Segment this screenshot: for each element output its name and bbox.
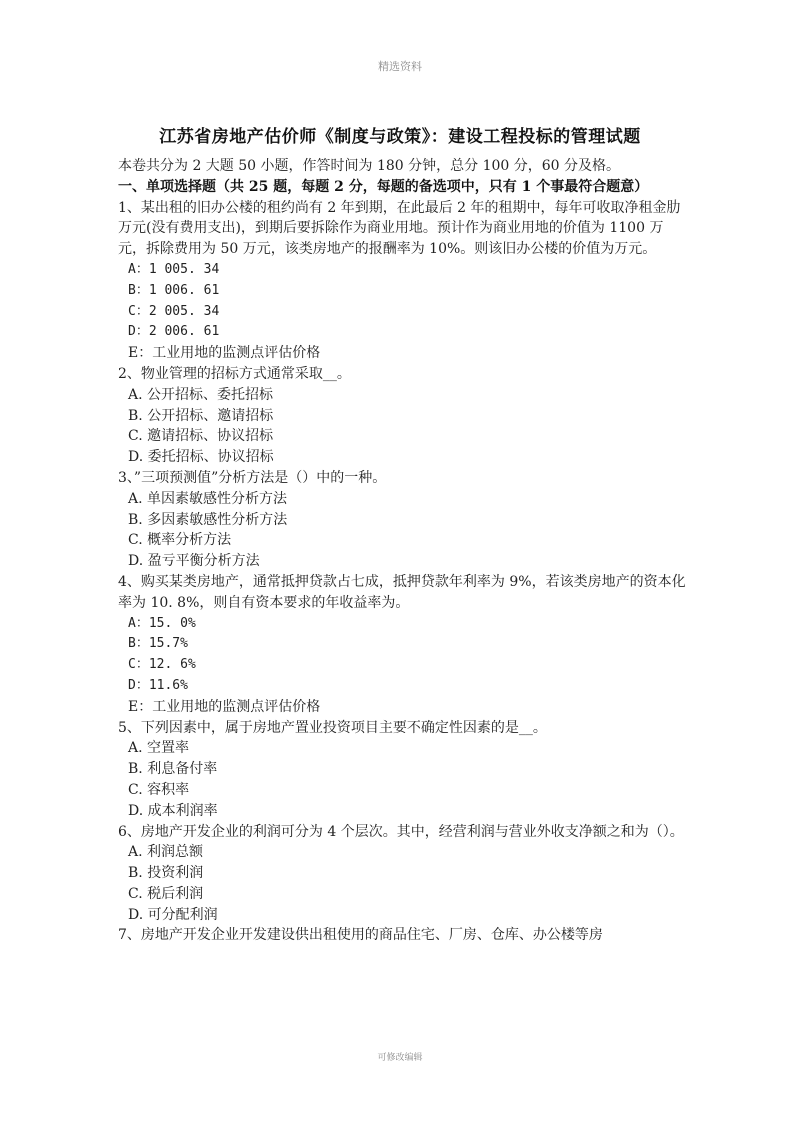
question-stem: 1、某出租的旧办公楼的租约尚有 2 年到期，在此最后 2 年的租期中，每年可收取净租金肋万元(没有费用支出)，到期后要拆除作为商业用地。预计作为商业用地的价值为 1100 万元，拆除费用为 50 万元，该类房地产的报酬率为 10%。则该旧办公楼的价值为万元。 [118,199,681,258]
option-b: B. 投资利润 [128,865,204,882]
option-b: B. 公开招标、邀请招标 [128,407,274,424]
question-stem: 2、物业管理的招标方式通常采取__。 [118,365,351,382]
page-title: 江苏省房地产估价师《制度与政策》：建设工程投标的管理试题 [159,127,641,147]
question-6 [118,822,688,926]
question-3 [118,468,688,572]
question-4 [118,572,688,718]
option-c: C：2 005. 34 [128,303,220,319]
question-2 [118,364,688,468]
option-d: D：11.6% [128,677,188,693]
option-a: A. 利润总额 [128,844,204,861]
option-c: C. 容积率 [128,781,190,798]
option-b: B. 利息备付率 [128,761,218,778]
option-a: A. 单因素敏感性分析方法 [128,490,288,507]
question-5 [118,718,688,822]
question-stem: 7、房地产开发企业开发建设供出租使用的商品住宅、厂房、仓库、办公楼等房 [118,927,603,944]
page-header: 精选资料 [378,60,422,73]
document-body [118,156,688,946]
option-a: A：1 005. 34 [128,261,220,277]
question-7 [118,925,688,946]
option-b: B：15.7% [128,636,188,652]
option-d: D. 委托招标、协议招标 [128,449,274,466]
page-footer: 可修改编辑 [377,1053,423,1063]
question-stem: 6、房地产开发企业的利润可分为 4 个层次。其中，经营利润与营业外收支净额之和为（）。 [118,823,684,840]
option-c: C：12. 6% [128,657,196,673]
question-stem: 4、购买某类房地产，通常抵押贷款占七成，抵押贷款年利率为 9%，若该类房地产的资本化率为 10. 8%，则自有资本要求的年收益率为。 [118,573,686,611]
option-b: B. 多因素敏感性分析方法 [128,511,288,528]
option-d: D. 可分配利润 [128,906,218,923]
option-c: C. 邀请招标、协议招标 [128,428,274,445]
option-c: C. 概率分析方法 [128,532,232,549]
option-b: B：1 006. 61 [128,282,220,298]
exam-intro: 本卷共分为 2 大题 50 小题，作答时间为 180 分钟，总分 100 分，60 分及格。 [118,158,621,174]
option-c: C. 税后利润 [128,885,204,902]
option-a: A：15. 0% [128,615,196,631]
option-a: A. 公开招标、委托招标 [128,386,274,403]
question-1 [118,198,688,364]
section-heading: 一、单项选择题（共 25 题，每题 2 分，每题的备选项中，只有 1 个事最符合题意） [118,178,649,195]
option-e: E：工业用地的监测点评估价格 [128,698,321,715]
option-e: E：工业用地的监测点评估价格 [128,345,321,362]
question-stem: 3、”三项预测值”分析方法是（）中的一种。 [118,469,387,486]
option-d: D. 盈亏平衡分析方法 [128,553,260,570]
option-a: A. 空置率 [128,740,190,757]
option-d: D：2 006. 61 [128,324,220,340]
option-d: D. 成本利润率 [128,802,218,819]
question-stem: 5、下列因素中，属于房地产置业投资项目主要不确定性因素的是__。 [118,719,547,736]
